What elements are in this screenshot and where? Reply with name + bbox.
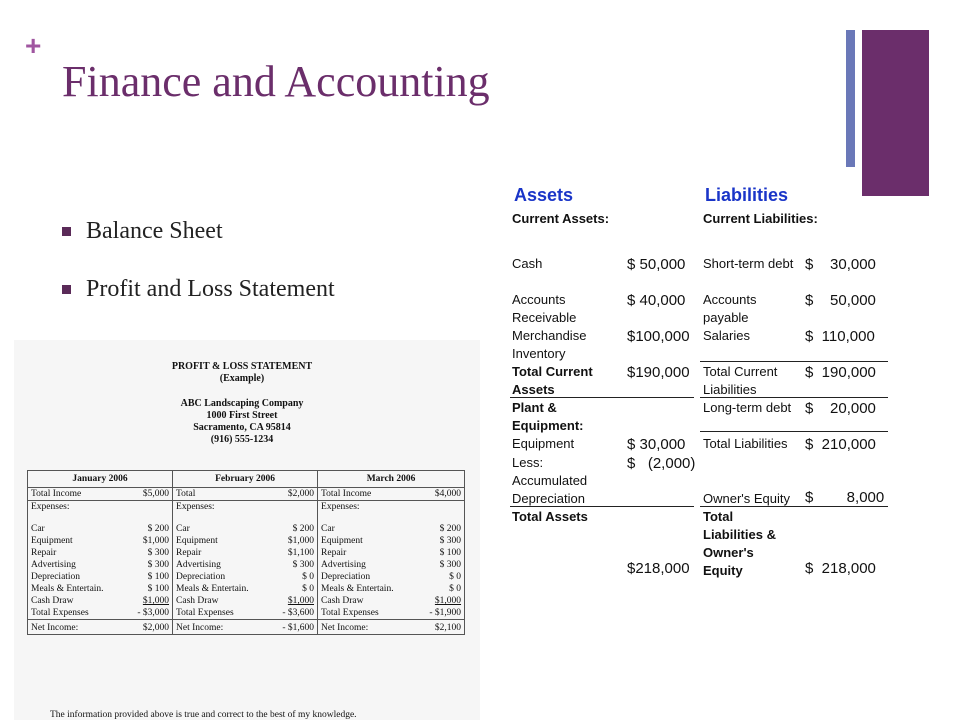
pl-expense-label: Advertising <box>173 559 257 571</box>
pl-expense-row <box>28 583 465 595</box>
pl-expense-label: Meals & Entertain. <box>318 583 402 595</box>
bullet-item <box>62 270 335 328</box>
current-assets-label: Current Assets: <box>512 211 610 226</box>
pl-expense-label: Car <box>28 523 112 535</box>
pl-company <box>164 398 320 446</box>
pl-expense-label: Repair <box>28 547 112 559</box>
pl-empty-cell <box>28 513 112 523</box>
pl-expense-value: $1,000 <box>112 535 173 547</box>
total-liabilities-equity-label-1: Total <box>703 509 734 524</box>
ar-value: $ 40,000 <box>627 292 686 309</box>
slide-title: Finance and Accounting <box>62 57 490 106</box>
pl-expense-label: Cash Draw <box>318 595 402 607</box>
total-current-liabilities-value: $ 190,000 <box>805 364 876 381</box>
divider-line <box>700 397 888 398</box>
pl-expense-row <box>28 547 465 559</box>
pl-expense-value: $ 300 <box>112 559 173 571</box>
divider-line <box>510 506 694 507</box>
ap-label-1: Accounts <box>703 292 757 307</box>
pl-income-value: $2,000 <box>257 488 318 501</box>
plant-equipment-label-1: Plant & <box>512 400 557 415</box>
pl-expense-label: Advertising <box>318 559 402 571</box>
pl-subtitle: (Example) <box>219 373 265 384</box>
less-value: $ (2,000) <box>627 455 696 472</box>
pl-expense-value: $1,000 <box>257 535 318 547</box>
company-name: ABC Landscaping Company <box>180 398 304 409</box>
pl-net-value: - $1,600 <box>257 620 318 635</box>
pl-total-label: Total Expenses <box>173 607 257 620</box>
total-liabilities-equity-label-4: Equity <box>703 563 743 578</box>
pl-total-value: - $1,900 <box>402 607 465 620</box>
divider-line <box>700 361 888 362</box>
pl-expense-row <box>28 535 465 547</box>
pl-total-value: - $3,000 <box>112 607 173 620</box>
total-liabilities-equity-label-2: Liabilities & <box>703 527 776 542</box>
pl-expenses-label: Expenses: <box>28 501 112 514</box>
total-current-liabilities-label-2: Liabilities <box>703 382 757 397</box>
total-liabilities-value: $ 210,000 <box>805 436 876 453</box>
assets-heading: Assets <box>514 185 574 205</box>
ap-value: $ 50,000 <box>805 292 876 309</box>
pl-expense-label: Cash Draw <box>28 595 112 607</box>
bullet-text: Profit and Loss Statement <box>86 276 335 302</box>
pl-expense-value: $ 200 <box>402 523 465 535</box>
divider-line <box>700 431 888 432</box>
pl-expense-label: Depreciation <box>28 571 112 583</box>
pl-empty-cell <box>257 501 318 514</box>
total-current-assets-value: $190,000 <box>627 364 690 381</box>
pl-income-row <box>28 488 465 501</box>
pl-empty-cell <box>112 501 173 514</box>
pl-income-value: $4,000 <box>402 488 465 501</box>
pl-expense-value: $ 100 <box>402 547 465 559</box>
profit-loss-statement <box>14 340 480 720</box>
pl-expense-label: Car <box>173 523 257 535</box>
pl-month-header: January 2006 <box>28 471 173 488</box>
square-bullet-icon <box>62 227 71 236</box>
pl-title: PROFIT & LOSS STATEMENT <box>171 361 313 372</box>
pl-empty-cell <box>173 513 257 523</box>
pl-expense-value: $ 0 <box>257 583 318 595</box>
pl-expense-value: $1,100 <box>257 547 318 559</box>
salaries-value: $ 110,000 <box>805 328 875 345</box>
cash-value: $ 50,000 <box>627 256 686 273</box>
pl-expense-label: Repair <box>318 547 402 559</box>
pl-month-header-row <box>28 471 465 488</box>
pl-expenses-label: Expenses: <box>173 501 257 514</box>
pl-total-value: - $3,600 <box>257 607 318 620</box>
pl-expense-label: Advertising <box>28 559 112 571</box>
pl-expense-label: Repair <box>173 547 257 559</box>
long-term-debt-label: Long-term debt <box>703 400 792 415</box>
pl-expense-value: $ 300 <box>402 535 465 547</box>
owners-equity-value: $ 8,000 <box>805 489 885 506</box>
pl-total-label: Total Expenses <box>318 607 402 620</box>
plant-equipment-label-2: Equipment: <box>512 418 584 433</box>
pl-expense-row <box>28 523 465 535</box>
pl-month-header: March 2006 <box>318 471 465 488</box>
total-current-liabilities-label-1: Total Current <box>703 364 778 379</box>
long-term-debt-value: $ 20,000 <box>805 400 876 417</box>
pl-net-value: $2,100 <box>402 620 465 635</box>
pl-net-label: Net Income: <box>173 620 257 635</box>
pl-expense-value: $ 0 <box>402 583 465 595</box>
pl-expense-row <box>28 595 465 607</box>
pl-spacer-row <box>28 513 465 523</box>
pl-expense-label: Cash Draw <box>173 595 257 607</box>
total-liabilities-label: Total Liabilities <box>703 436 788 451</box>
pl-empty-cell <box>402 513 465 523</box>
pl-empty-cell <box>402 501 465 514</box>
pl-income-label: Total <box>173 488 257 501</box>
pl-expense-value: $ 100 <box>112 571 173 583</box>
inventory-label-1: Merchandise <box>512 328 587 343</box>
salaries-label: Salaries <box>703 328 750 343</box>
pl-heading <box>164 361 320 385</box>
pl-expense-value: $1,000 <box>257 595 318 607</box>
pl-net-value: $2,000 <box>112 620 173 635</box>
inventory-label-2: Inventory <box>512 346 566 361</box>
square-bullet-icon <box>62 285 71 294</box>
pl-expenses-label: Expenses: <box>318 501 402 514</box>
company-city: Sacramento, CA 95814 <box>193 422 291 433</box>
total-current-assets-label-2: Assets <box>512 382 555 397</box>
less-label: Less: <box>512 455 544 470</box>
pl-net-label: Net Income: <box>28 620 112 635</box>
pl-expense-value: $ 0 <box>402 571 465 583</box>
accumulated-label-2: Depreciation <box>512 491 585 506</box>
cash-label: Cash <box>512 256 543 271</box>
pl-expense-value: $ 200 <box>112 523 173 535</box>
pl-income-label: Total Income <box>28 488 112 501</box>
pl-month-header: February 2006 <box>173 471 318 488</box>
pl-expense-label: Meals & Entertain. <box>28 583 112 595</box>
pl-expense-row <box>28 559 465 571</box>
pl-empty-cell <box>112 513 173 523</box>
pl-expense-value: $ 200 <box>257 523 318 535</box>
accumulated-label-1: Accumulated <box>512 473 588 488</box>
total-liabilities-equity-label-3: Owner's <box>703 545 754 560</box>
pl-net-label: Net Income: <box>318 620 402 635</box>
pl-expense-value: $ 100 <box>112 583 173 595</box>
equipment-value: $ 30,000 <box>627 436 686 453</box>
divider-line <box>700 506 888 507</box>
equipment-label: Equipment <box>512 436 575 451</box>
decorative-thick-bar <box>862 30 929 196</box>
total-assets-label: Total Assets <box>512 509 588 524</box>
pl-expense-value: $ 300 <box>257 559 318 571</box>
pl-expense-value: $ 0 <box>257 571 318 583</box>
pl-net-row <box>28 620 465 635</box>
pl-total-label: Total Expenses <box>28 607 112 620</box>
pl-expense-label: Equipment <box>28 535 112 547</box>
short-term-debt-label: Short-term debt <box>703 256 794 271</box>
ar-label-2: Receivable <box>512 310 577 325</box>
owners-equity-label: Owner's Equity <box>703 491 791 506</box>
ar-label-1: Accounts <box>512 292 566 307</box>
bullet-item <box>62 212 335 270</box>
total-current-assets-label-1: Total Current <box>512 364 593 379</box>
pl-expense-label: Car <box>318 523 402 535</box>
pl-expense-label: Depreciation <box>173 571 257 583</box>
short-term-debt-value: $ 30,000 <box>805 256 876 273</box>
total-assets-value: $218,000 <box>627 560 690 577</box>
plus-icon: + <box>25 30 42 61</box>
pl-expense-label: Equipment <box>173 535 257 547</box>
pl-expense-value: $ 300 <box>112 547 173 559</box>
total-liabilities-equity-value: $ 218,000 <box>805 560 876 577</box>
pl-income-value: $5,000 <box>112 488 173 501</box>
balance-sheet <box>508 182 898 582</box>
pl-expense-value: $1,000 <box>402 595 465 607</box>
pl-expenses-label-row <box>28 501 465 514</box>
current-liabilities-label: Current Liabilities: <box>703 211 818 226</box>
pl-expense-row <box>28 571 465 583</box>
decorative-thin-bar <box>846 30 855 167</box>
company-phone: (916) 555-1234 <box>210 434 274 445</box>
pl-expense-label: Depreciation <box>318 571 402 583</box>
bullet-list <box>62 212 335 328</box>
pl-total-row <box>28 607 465 620</box>
pl-expense-value: $ 300 <box>402 559 465 571</box>
inventory-value: $100,000 <box>627 328 690 345</box>
pl-income-label: Total Income <box>318 488 402 501</box>
divider-line <box>510 397 694 398</box>
pl-expense-value: $1,000 <box>112 595 173 607</box>
bullet-text: Balance Sheet <box>86 218 223 244</box>
pl-table <box>27 470 465 635</box>
pl-expense-label: Equipment <box>318 535 402 547</box>
liabilities-heading: Liabilities <box>705 185 789 205</box>
pl-empty-cell <box>318 513 402 523</box>
company-street: 1000 First Street <box>206 410 278 421</box>
ap-label-2: payable <box>703 310 749 325</box>
pl-expense-label: Meals & Entertain. <box>173 583 257 595</box>
pl-note: The information provided above is true and correct to the best of my knowledge. <box>50 710 357 720</box>
pl-empty-cell <box>257 513 318 523</box>
